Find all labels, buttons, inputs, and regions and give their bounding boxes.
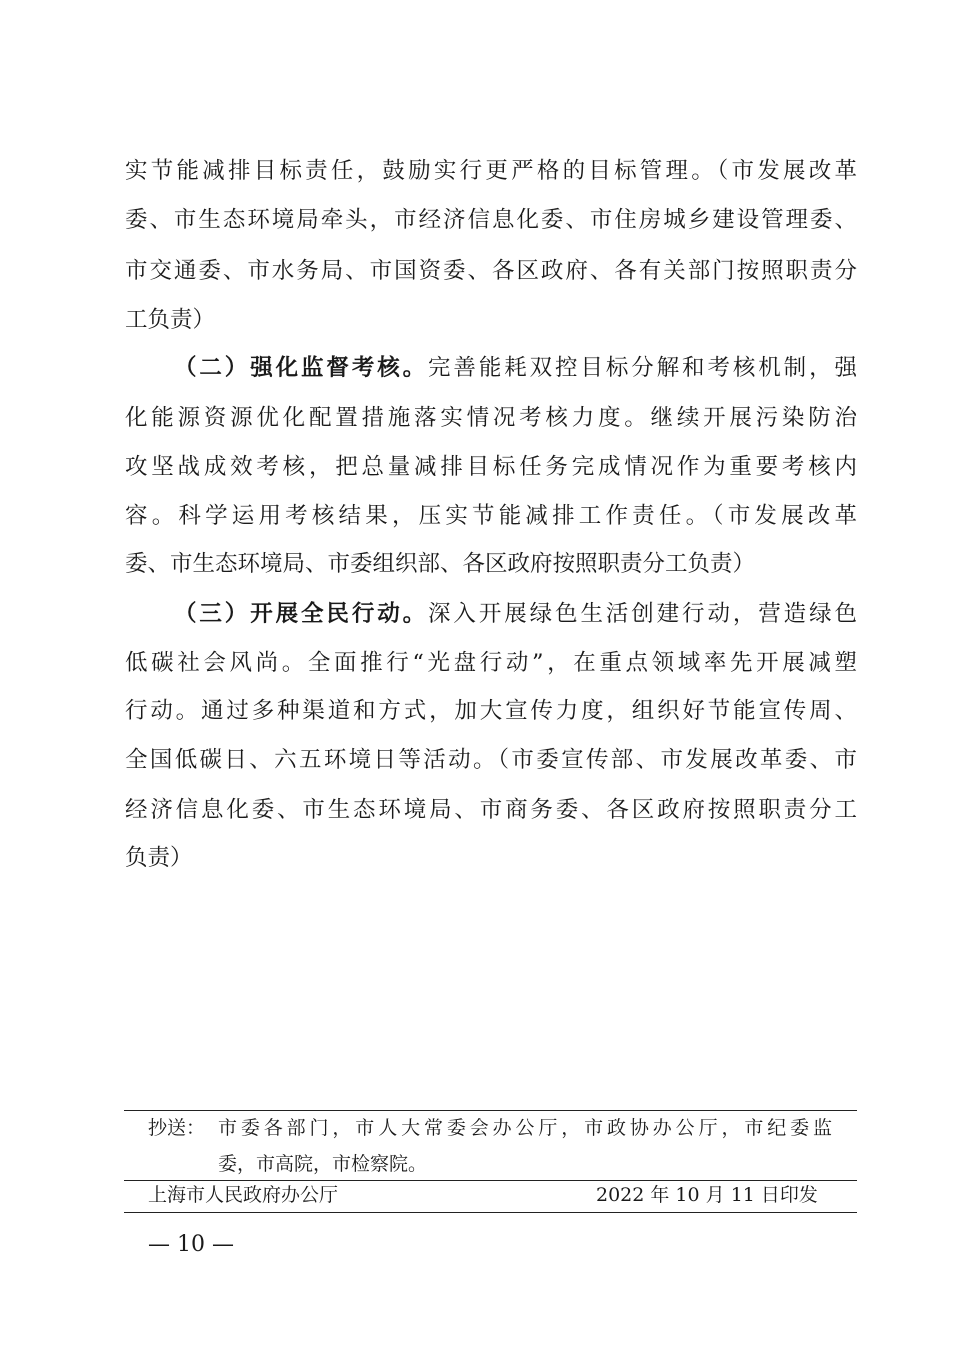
footer-top-rule xyxy=(124,1110,857,1111)
cc-label: 抄送： xyxy=(148,1117,206,1139)
issuer-office: 上海市人民政府办公厅 xyxy=(148,1184,339,1206)
body-text-line: 化能源资源优化配置措施落实情况考核力度。继续开展污染防治 xyxy=(125,405,857,431)
body-text-line: 负责） xyxy=(125,845,193,871)
body-text: 完善能耗双控目标分解和考核机制，强 xyxy=(428,355,857,381)
body-text-line: 全国低碳日、六五环境日等活动。（市委宣传部、市发展改革委、市 xyxy=(125,747,857,773)
body-text-line: 工负责） xyxy=(125,307,216,333)
cc-recipients-line1: 市委各部门，市人大常委会办公厅，市政协办公厅，市纪委监 xyxy=(218,1117,832,1139)
body-text-line: 委、市生态环境局牵头，市经济信息化委、市住房城乡建设管理委、 xyxy=(125,207,857,233)
section-heading: （二）强化监督考核。 xyxy=(174,355,429,381)
body-text-line: 容。科学运用考核结果，压实节能减排工作责任。（市发展改革 xyxy=(125,503,857,529)
section-heading: （三）开展全民行动。 xyxy=(174,601,429,627)
page-number: — 10 — xyxy=(148,1232,234,1257)
paragraph-first-line xyxy=(174,599,857,629)
body-text-line: 经济信息化委、市生态环境局、市商务委、各区政府按照职责分工 xyxy=(125,797,857,823)
issue-date: 2022 年 10 月 11 日印发 xyxy=(596,1184,818,1206)
body-text-line: 攻坚战成效考核，把总量减排目标任务完成情况作为重要考核内 xyxy=(125,454,857,480)
body-text: 深入开展绿色生活创建行动，营造绿色 xyxy=(428,601,857,627)
footer-bottom-rule xyxy=(124,1212,857,1213)
paragraph-first-line xyxy=(174,353,857,383)
footer-middle-rule xyxy=(124,1180,857,1181)
body-text-line: 委、市生态环境局、市委组织部、各区政府按照职责分工负责） xyxy=(125,551,756,577)
body-text-line: 实节能减排目标责任，鼓励实行更严格的目标管理。（市发展改革 xyxy=(125,158,857,184)
body-text-line: 低碳社会风尚。全面推行“光盘行动”，在重点领域率先开展减塑 xyxy=(125,650,857,676)
body-text-line: 市交通委、市水务局、市国资委、各区政府、各有关部门按照职责分 xyxy=(125,258,857,284)
body-text-line: 行动。通过多种渠道和方式，加大宣传力度，组织好节能宣传周、 xyxy=(125,698,857,724)
cc-recipients-line2: 委，市高院，市检察院。 xyxy=(218,1153,428,1175)
